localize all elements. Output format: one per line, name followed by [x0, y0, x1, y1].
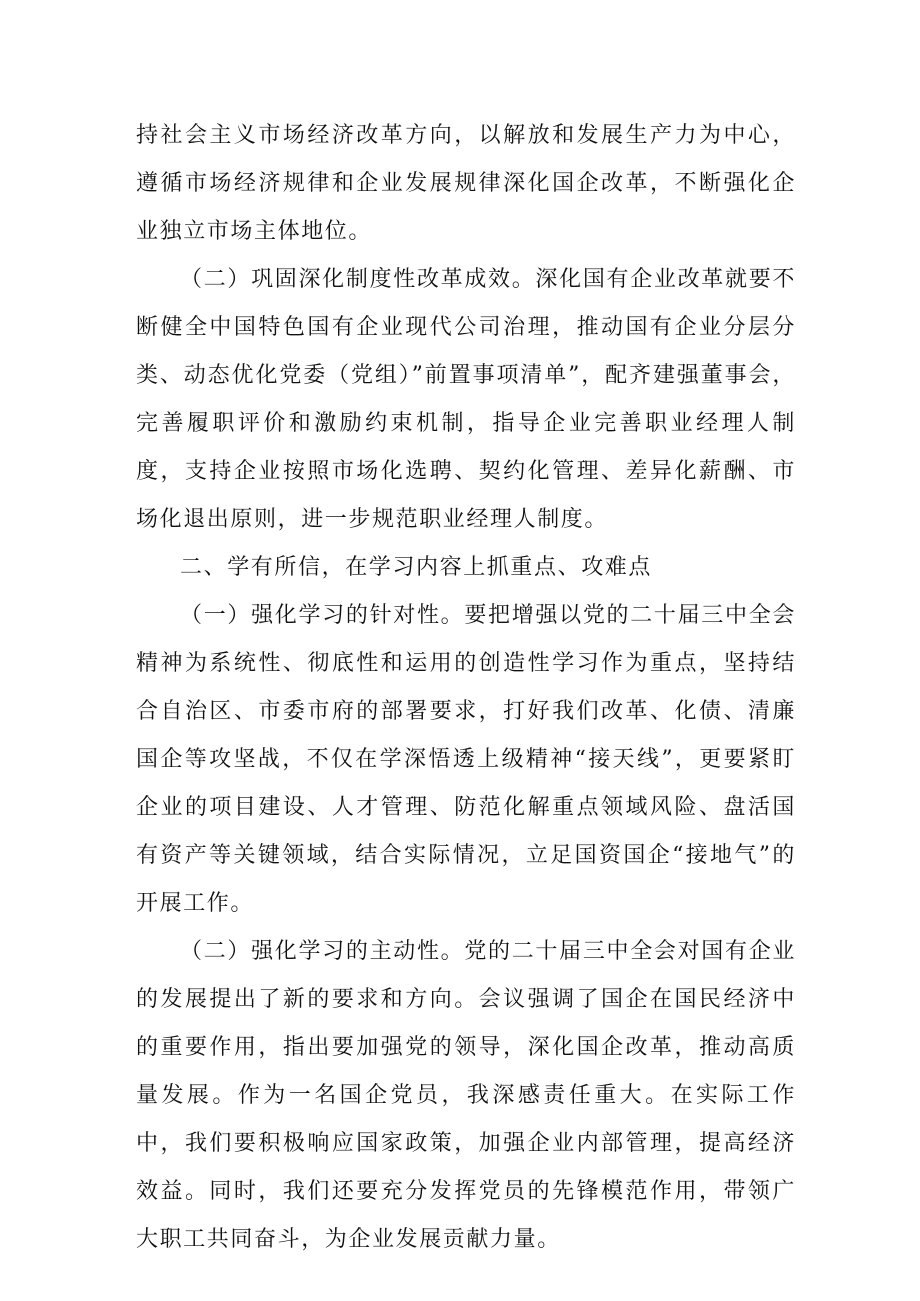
- section-heading-study-focus: 二、学有所信，在学习内容上抓重点、攻难点: [180, 555, 653, 580]
- paragraph-consolidate-reform: （二）巩固深化制度性改革成效。深化国有企业改革就要不断健全中国特色国有企业现代公司治理，推动国有企业分层分类、动态优化党委（党组）”前置事项清单”，配齐建强董事会，完善履职评价和激励约束机制，指导企业完善职业经理人制度，支持企业按照市场化选聘、契约化管理、差异化薪酬、市场化退出原则，进一步规范职业经理人制度。: [136, 267, 796, 532]
- paragraph-study-initiative: （二）强化学习的主动性。党的二十届三中全会对国有企业的发展提出了新的要求和方向。会议强调了国企在国民经济中的重要作用，指出要加强党的领导，深化国企改革，推动高质量发展。作为一名国企党员，我深感责任重大。在实际工作中，我们要积极响应国家政策，加强企业内部管理，提高经济效益。同时，我们还要充分发挥党员的先锋模范作用，带领广大职工共同奋斗，为企业发展贡献力量。: [136, 939, 796, 1252]
- paragraph-study-targeting: （一）强化学习的针对性。要把增强以党的二十届三中全会精神为系统性、彻底性和运用的创造性学习作为重点，坚持结合自治区、市委市府的部署要求，打好我们改革、化债、清廉国企等攻坚战，不仅在学深悟透上级精神“接天线”，更要紧盯企业的项目建设、人才管理、防范化解重点领域风险、盘活国有资产等关键领域，结合实际情况，立足国资国企“接地气”的开展工作。: [136, 603, 796, 916]
- paragraph-continuation: 持社会主义市场经济改革方向，以解放和发展生产力为中心，遵循市场经济规律和企业发展规律深化国企改革，不断强化企业独立市场主体地位。: [136, 123, 796, 244]
- document-body: [136, 112, 796, 1264]
